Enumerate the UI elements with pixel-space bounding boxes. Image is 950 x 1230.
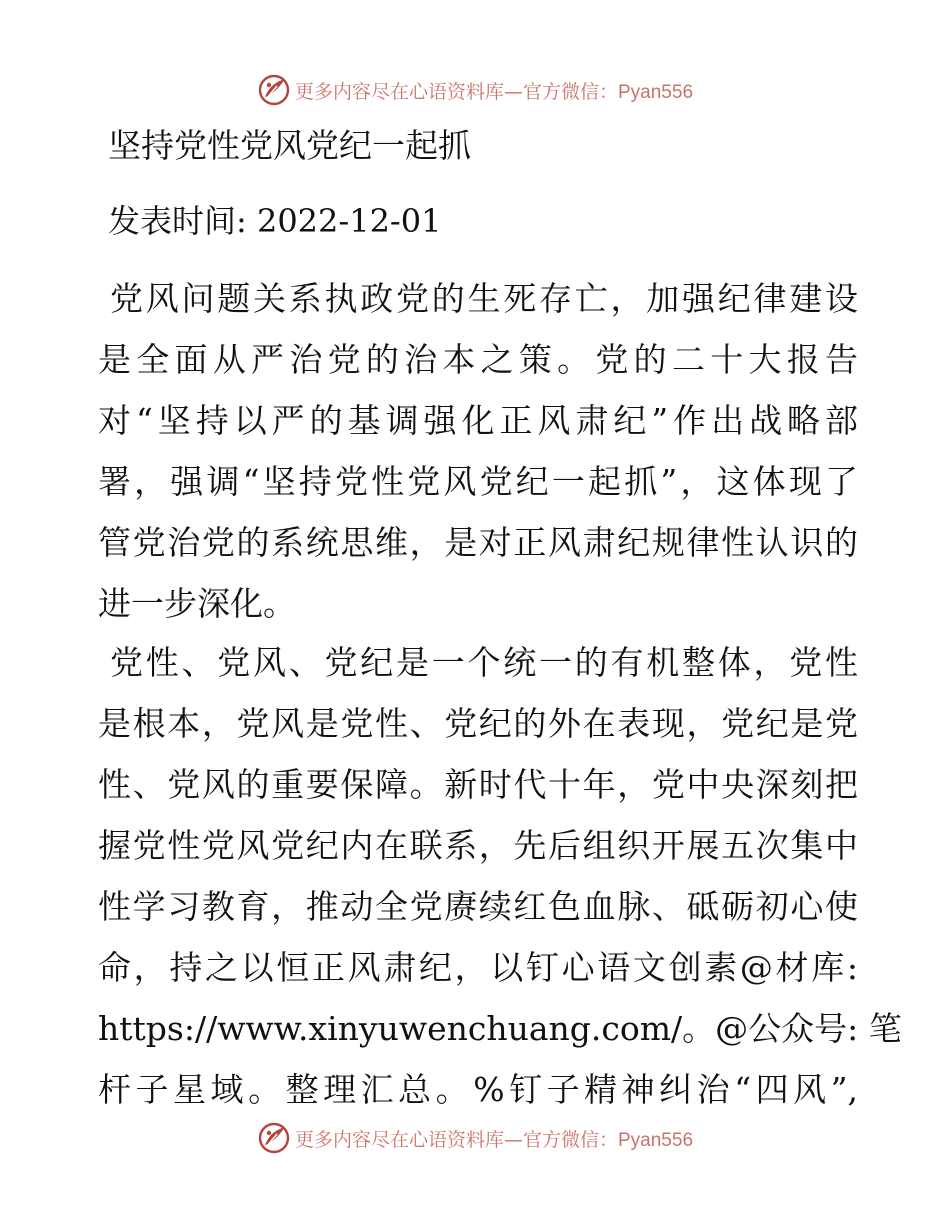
paragraph-line: 性、党风的重要保障。新时代十年，党中央深刻把 — [98, 765, 858, 804]
paragraph-line: 进一步深化。 — [98, 584, 296, 623]
paragraph-line: 署，强调“坚持党性党风党纪一起抓”，这体现了 — [98, 462, 858, 501]
paragraph-line: 管党治党的系统思维，是对正风肃纪规律性认识的 — [98, 523, 858, 562]
article-title: 坚持党性党风党纪一起抓 — [108, 126, 471, 165]
paragraph-line: https://www.xinyuwenchuang.com/。@公众号: 笔 — [98, 1009, 902, 1048]
footer-watermark — [0, 1118, 950, 1158]
header-watermark-inner — [257, 73, 693, 107]
watermark-text — [295, 1125, 693, 1152]
paragraph-line: 是全面从严治党的治本之策。党的二十大报告 — [98, 340, 858, 379]
paragraph-line: 是根本，党风是党性、党纪的外在表现，党纪是党 — [98, 704, 858, 743]
paragraph-line: 对“坚持以严的基调强化正风肃纪”作出战略部 — [98, 401, 858, 440]
paragraph-line: 党性、党风、党纪是一个统一的有机整体，党性 — [110, 643, 858, 682]
publish-date: 发表时间: 2022-12-01 — [108, 202, 442, 240]
paragraph-1 — [98, 268, 858, 634]
quill-seal-icon — [257, 73, 291, 107]
header-watermark — [0, 70, 950, 110]
paragraph-line: 性学习教育，推动全党赓续红色血脉、砥砺初心使 — [98, 887, 858, 926]
paragraph-line: 杆子星域。整理汇总。%钉子精神纠治“四风”, — [98, 1070, 858, 1109]
watermark-handle: Pyan556 — [618, 81, 694, 103]
watermark-text — [295, 77, 693, 104]
watermark-label: 更多内容尽在心语资料库—官方微信： — [294, 80, 618, 103]
watermark-label: 更多内容尽在心语资料库—官方微信： — [294, 1128, 618, 1151]
watermark-handle: Pyan556 — [618, 1129, 694, 1151]
paragraph-2 — [98, 632, 902, 1120]
footer-watermark-inner — [257, 1121, 693, 1155]
paragraph-line: 握党性党风党纪内在联系，先后组织开展五次集中 — [98, 826, 858, 865]
paragraph-line: 命，持之以恒正风肃纪，以钉心语文创素@材库: — [98, 948, 858, 987]
quill-seal-icon — [257, 1121, 291, 1155]
paragraph-line: 党风问题关系执政党的生死存亡，加强纪律建设 — [110, 279, 858, 318]
